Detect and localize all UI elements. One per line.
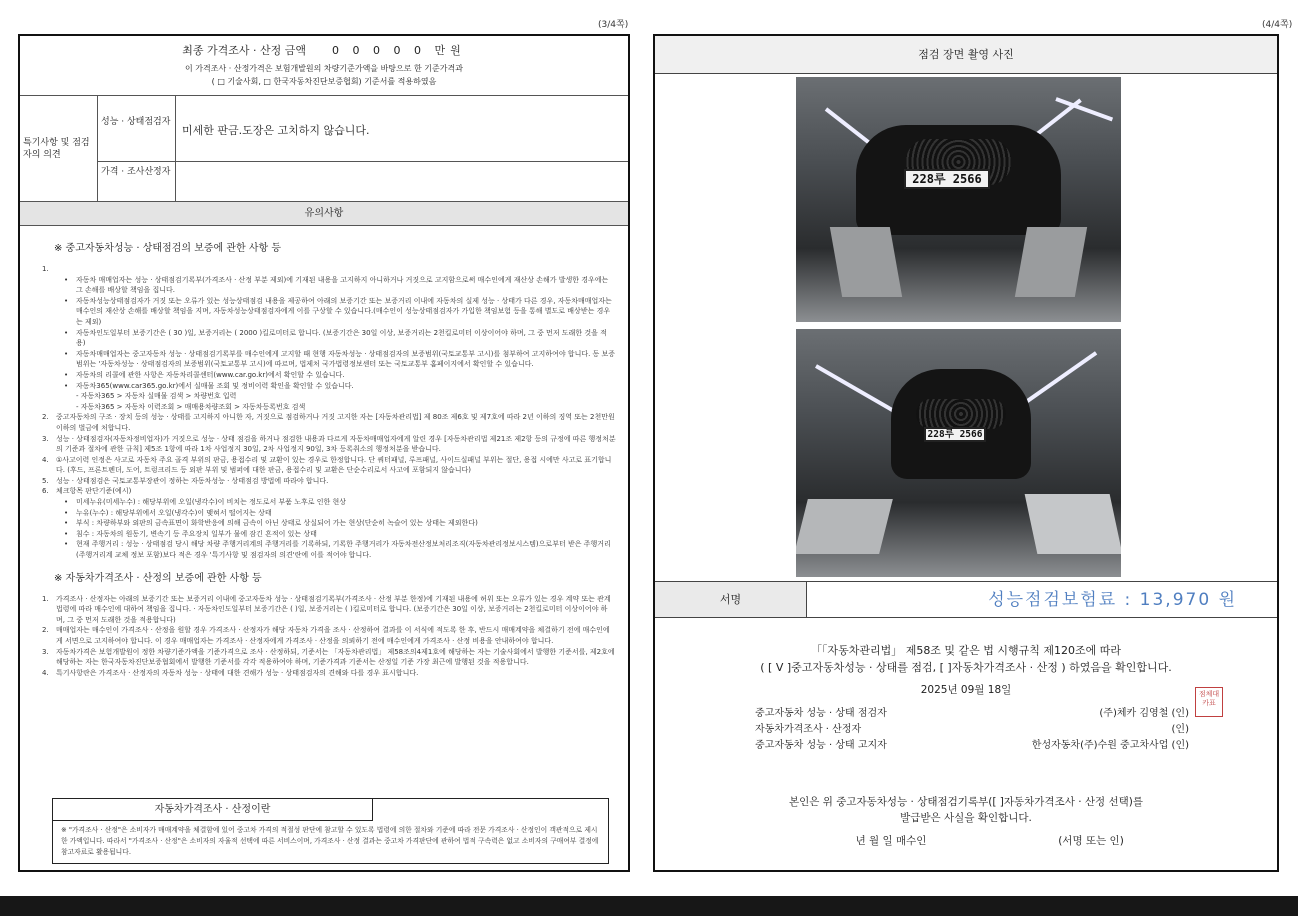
note-text: 매매업자는 매수인이 가격조사 · 산정을 원할 경우 가격조사 · 산정자가 해당 자동차 가격을 조사 · 산정하여 결과를 이 서식에 적도록 한 후, 반드시 매매계약을 체결하기 전에 매수인에게 서면으로 고지하여야 합니다. 이 경우 매매업자는 가격조사 · 산정자에게 가격조사 · 산정을 의뢰하기 전에 매수인에게 가격조사 · 산정 비용을 안내하여야 합니다. (56, 626, 610, 645)
note-text: 특기사항란은 가격조사 · 산정자의 자동차 성능 · 상태에 대한 견해가 성능 · 상태점검자의 견해와 다를 경우 표시합니다. (56, 668, 419, 677)
bullet-text: 미세누유(미세누수) : 해당부위에 오일(냉각수)이 비치는 정도로서 부품 노후로 인한 현상 (76, 498, 346, 507)
appraisal-definition-title: 자동차가격조사 · 산정이란 (53, 799, 373, 821)
note-text: 체크항목 판단기준(예시) (56, 487, 132, 496)
bullet-mark: • (64, 498, 69, 507)
inspection-photo-2 (796, 329, 1121, 577)
note-text: 중고자동차의 구조 · 장치 등의 성능 · 상태를 고지하지 아니한 자, 거짓으로 점검하거나 거짓 고지한 자는 [자동차관리법] 제 80조 제6호 및 제7호에 따라 2년 이하의 징역 또는 2천만원 이하의 벌금에 처합니다. (56, 413, 615, 432)
note-item (42, 625, 616, 646)
note-item (42, 668, 616, 679)
page-separator (0, 896, 1298, 916)
note-text: 자동차가격은 보험개발원이 정한 차량기준가액을 기준가격으로 조사 · 산정하되, 기준서는 「자동차관리법」 제58조의4제1호에 해당하는 자는 기술사회에서 발행한 기준서를, 제2호에 해당하는 자는 한국자동차진단보증협회에서 발행한 기준서를 각각 적용하여야 하며, 기준가격과 기준서는 산정일 기준 가장 최근에 발행된 것을 적용합니다. (56, 647, 615, 667)
insurance-fee: 성능점검보험료 : 13,970 원 (988, 590, 1237, 610)
note-text: 가격조사 · 산정자는 아래의 보증기간 또는 보증거리 이내에 중고자동차 성능 · 상태점검기록부(가격조사 · 산정 부분 한정)에 기재된 내용에 허위 또는 오류가 있는 경우 계약 또는 관계법령에 따라 매수인에 대하여 책임을 집니다. · 자동차인도일부터 보증기간은 ( )일, 보증거리는 ( )킬로미터로 합니다. (보증기간은 30일 이상, 보증거리는 2천킬로미터 이상이어야 하며, 그 중 먼저 도래한 것을 적용합니다) (56, 594, 611, 624)
note-text: 성능 · 상태점검은 국토교통부장관이 정하는 자동차성능 · 상태점검 방법에 따라야 합니다. (56, 476, 329, 485)
bullet-text: 누유(누수) : 해당부위에서 오일(냉각수)이 맺혀서 떨어지는 상태 (76, 508, 272, 517)
note-number: 3. (42, 647, 49, 656)
section1-title: ※ 중고자동차성능 · 상태점검의 보증에 관한 사항 등 (54, 243, 282, 254)
party-row: 중고자동차 성능 · 상태 점검자 (주)체카 김영철 (인) (755, 708, 1189, 719)
note-item (42, 476, 616, 487)
note-bullet (64, 497, 616, 508)
price-standard-line: ( □ 기술사회, □ 한국자동차진단보증협회) 기준서를 적용하였음 (211, 77, 437, 86)
note-bullet (64, 539, 616, 560)
note-number: 1. (42, 594, 49, 603)
bullet-text: 자동차매매업자는 중고자동차 성능 · 상태점검기록부를 매수인에게 고지할 때 현행 자동차성능 · 상태점검자의 보증범위(국토교통부 고시)를 첨부하여 고지하여야 합니다. 동 보증범위는 '자동차성능 · 상태점검자의 보증범위(국토교통부 고시)에 따르며, 법제처 국가법령정보센터 또는 국토교통부 홈페이지에서 확인할 수 있습니다. (76, 349, 616, 369)
party-row: 중고자동차 성능 · 상태 고지자 한성자동차(주)수원 중고차사업 (인) (755, 740, 1189, 751)
bullet-text: 자동차365(www.car365.go.kr)에서 실매물 조회 및 정비이력 확인을 확인할 수 있습니다. (76, 381, 354, 390)
bullet-text: 현재 주행거리 : 성능 · 상태점검 당시 해당 차량 주행거리계의 주행거리를 기록하되, 기록한 주행거리가 자동차전산정보처리조직(자동차관리정보시스템)으로부터 받은 주행거리(주행거리계 교체 정보 포함)보다 적은 경우 '특기사항 및 점검자의 의견'란에 이를 적어야 합니다. (76, 540, 611, 560)
bullet-mark: • (64, 508, 69, 517)
note-bullet (64, 381, 616, 392)
note-item (42, 434, 616, 455)
inspector-opinion: 미세한 판금.도장은 고치하지 않습니다. (176, 96, 628, 162)
note-number: 5. (42, 476, 49, 485)
price-basis-line: 이 가격조사 · 산정가격은 보험개발원의 차량기준가액을 바탕으로 한 기준가격과 (185, 64, 463, 73)
note-item (42, 264, 616, 275)
party-row: 자동차가격조사 · 산정자 (인) (755, 724, 1189, 735)
bullet-mark: • (64, 519, 69, 528)
note-item (42, 412, 616, 433)
notes-heading: 유의사항 (20, 202, 628, 226)
note-bullet (64, 349, 616, 370)
opinion-table (20, 96, 628, 202)
price-amount: 0 0 0 0 0 만원 (332, 44, 466, 57)
bullet-mark: • (64, 349, 69, 358)
note-number: 4. (42, 455, 49, 464)
page-4 (653, 34, 1279, 872)
license-plate-1: 228루 2566 (904, 169, 990, 189)
bullet-text: 부식 : 차량하부와 외판의 금속표면이 화학반응에 의해 금속이 아닌 상태로 상실되어 가는 현상(단순히 녹슬어 있는 상태는 제외한다) (76, 519, 478, 528)
inspection-date: 2025년 09월 18일 (920, 684, 1012, 696)
declaration-line-2: ( [ V ]중고자동차성능 · 상태를 점검, [ ]자동차가격조사 · 산정 ) 하였음을 확인합니다. (760, 661, 1172, 674)
note-bullet (64, 370, 616, 381)
page-number-left: (3/4쪽) (598, 20, 629, 30)
bullet-mark: • (64, 540, 69, 549)
responsible-parties (755, 706, 1195, 754)
license-plate-2: 228루 2566 (924, 427, 986, 442)
inspector-label: 성능 · 상태점검자 (98, 96, 175, 162)
bullet-text: 침수 : 자동차의 원동기, 변속기 등 주요장치 일부가 물에 잠긴 흔적이 있는 상태 (76, 529, 317, 538)
opinion-label: 특기사항 및 점검자의 의견 (20, 96, 98, 201)
bullet-text: 자동차인도일부터 보증기간은 ( 30 )일, 보증거리는 ( 2000 )킬로미터로 합니다. (보증기간은 30일 이상, 보증거리는 2천킬로미터 이상이어야 하며, 그 중 먼저 도래한 것을 적용) (76, 328, 607, 348)
note-item (42, 594, 616, 626)
note-subline: - 자동차365 > 자동차 실매물 검색 > 차량번호 입력 (76, 392, 237, 401)
photo-title: 점검 장면 촬영 사진 (655, 36, 1277, 74)
note-number: 3. (42, 434, 49, 443)
bullet-mark: • (64, 275, 69, 284)
note-number: 4. (42, 668, 49, 677)
note-bullet (64, 518, 616, 529)
appraisal-definition-box (52, 798, 609, 864)
receipt-signature: (서명 또는 인) (1058, 835, 1124, 847)
note-item (42, 647, 616, 668)
note-subline: - 자동차365 > 자동차 이력조회 > 매매용차량조회 > 자동차등록번호 검색 (76, 402, 306, 411)
note-bullet (64, 296, 616, 328)
bullet-mark: • (64, 328, 69, 337)
note-number: 6. (42, 487, 49, 496)
note-number: 2. (42, 413, 49, 422)
bullet-text: 자동차의 리콜에 관한 사항은 자동차리콜센터(www.car.go.kr)에서 확인할 수 있습니다. (76, 370, 345, 379)
section2-notes (20, 594, 628, 679)
receipt-date-buyer: 년 월 일 매수인 (855, 835, 927, 847)
bullet-mark: • (64, 370, 69, 379)
bullet-mark: • (64, 381, 69, 390)
note-text: ①사고이력 인정은 사고로 자동차 주요 골격 부위의 판금, 용접수리 및 교환이 있는 경우로 한정합니다. 단 쿼터패널, 루프패널, 사이드실패널 부위는 절단, 용접 시에만 사고로 표기합니다. (후드, 프론트펜더, 도어, 트렁크리드 등 외판 부위 및 범퍼에 대한 판금, 용접수리 및 교환은 단순수리로서 사고에 포함되지 않습니다) (56, 455, 612, 475)
note-bullet (64, 529, 616, 540)
inspection-photo-1 (796, 77, 1121, 322)
note-bullet (64, 328, 616, 349)
photo-area (655, 74, 1277, 582)
company-seal: 점체대카표 (1195, 687, 1223, 717)
page-3 (18, 34, 630, 872)
price-header (20, 36, 628, 96)
note-bullet (64, 508, 616, 519)
bullet-text: 자동차성능상태점검자가 거짓 또는 오류가 있는 성능상태점검 내용을 제공하여 아래의 보증기간 또는 보증거리 이내에 자동차의 실제 성능 · 상태가 다른 경우, 자동차매매업자는 매수인의 재산상 손해를 배상할 책임을 지며, 자동차성능상태점검자에게 이를 구상할 수 있습니다.(매수인이 성능상태점검자가 가입한 책임보험 등을 통해 별도로 배상받는 경우는 제외) (76, 296, 612, 326)
note-item (42, 486, 616, 497)
signature-label: 서명 (655, 582, 807, 617)
note-number: 2. (42, 626, 49, 635)
page-number-right: (4/4쪽) (1262, 20, 1293, 30)
note-bullet (64, 275, 616, 296)
bullet-mark: • (64, 296, 69, 305)
appraisal-definition-text: ※ "가격조사 · 산정"은 소비자가 매매계약을 체결함에 있어 중고차 가격의 적절성 판단에 참고할 수 있도록 법령에 의한 절차와 기준에 따라 전문 가격조사 · 산정인이 객관적으로 제시한 가액입니다. 따라서 "가격조사 · 산정"은 소비자의 자율적 선택에 따른 서비스이며, 가격조사 · 산정 결과는 중고차 가격판단에 관하여 법적 구속력은 없고 소비자의 구매여부 결정에 참고자료로 활용됩니다. (61, 826, 599, 856)
note-number: 1. (42, 265, 49, 273)
note-item (42, 455, 616, 476)
receipt-line-2: 발급받은 사실을 확인합니다. (900, 812, 1032, 824)
bullet-mark: • (64, 529, 69, 538)
section2-title: ※ 자동차가격조사 · 산정의 보증에 관한 사항 등 (54, 572, 262, 584)
section1-notes (20, 264, 628, 561)
note-text: 성능 · 상태점검자(자동차정비업자)가 거짓으로 성능 · 상태 점검을 하거나 점검한 내용과 다르게 자동차매매업자에게 알린 경우 [자동차관리법 제21조 제2항 등의 규정에 따른 행정처분의 기준과 절차에 관한 규칙] 제5조 1항에 따라 1차 사업정지 30일, 2차 사업정지 90일, 3차 등록취소의 행정처분을 받습니다. (56, 434, 616, 454)
bullet-text: 자동차 매매업자는 성능 · 상태점검기록부(가격조사 · 산정 부분 제외)에 기재된 내용을 고지하지 아니하거나 거짓으로 고지함으로써 매수인에게 재산상 손해가 발생한 경우에는 그 손해를 배상할 책임을 집니다. (76, 275, 609, 295)
declaration-line-1: 「「자동차관리법」 제58조 및 같은 법 시행규칙 제120조에 따라 (810, 644, 1122, 657)
price-title: 최종 가격조사 · 산정 금액 (182, 44, 306, 57)
signature-row (655, 582, 1277, 618)
receipt-line-1: 본인은 위 중고자동차성능 · 상태점검기록부([ ]자동차가격조사 · 산정 선택)를 (788, 796, 1144, 808)
appraiser-label: 가격 · 조사산정자 (101, 167, 171, 177)
